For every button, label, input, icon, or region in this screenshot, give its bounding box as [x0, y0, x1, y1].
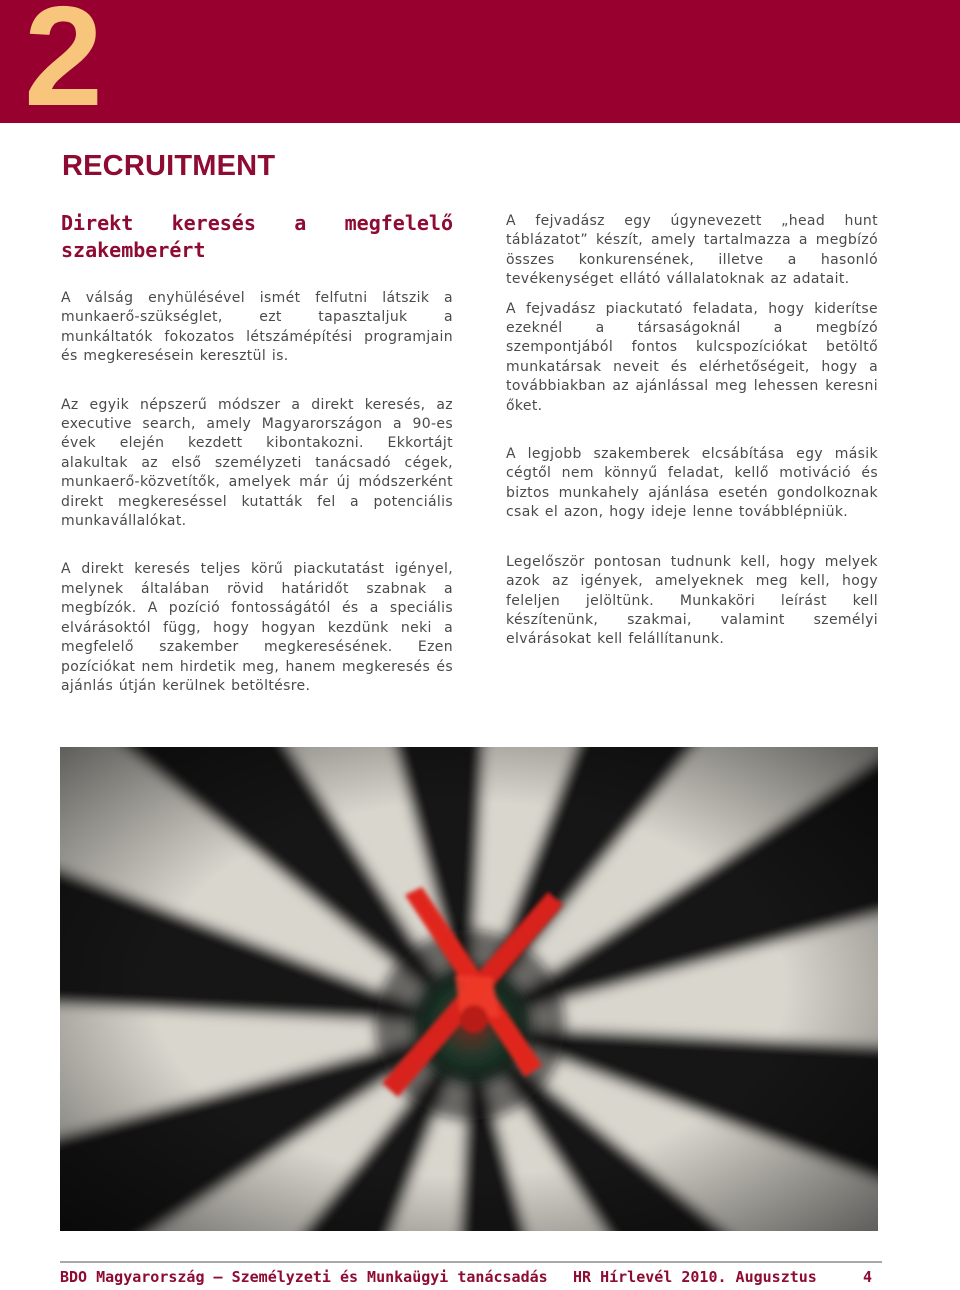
- article-subheading: Direkt keresés a megfelelő szakemberért: [61, 211, 453, 262]
- right-paragraph-4: Legelőször pontosan tudnunk kell, hogy melyek azok az igények, amelyeknek meg kell, hogy feleljen jelöltünk. Munkaköri leírást kell készítenünk, szakmai, valamint személyi elvárásokat kell felállítanunk.: [506, 553, 878, 648]
- left-paragraph-3: A direkt keresés teljes körű piackutatást igényel, melynek általában rövid határidőt szabnak a megbízók. A pozíció fontosságától és a speciális elvárásoktól függ, hogy hogyan kezdünk neki a megfelelő szakember megkeresésének. Ezen pozíciókat nem hirdetik meg, hanem megkeresés és ajánlás útján kerülnek betöltésre.: [61, 561, 453, 694]
- right-paragraph-2: A fejvadász piackutató feladata, hogy kiderítse ezeknél a társaságoknál a megbízó szempontjából fontos kulcspozíciókat betöltő munkatársak neveit és elérhetőségeit, hogy a továbbiakban az ajánlással meg lehessen keresni őket.: [506, 300, 878, 414]
- left-paragraph-2: Az egyik népszerű módszer a direkt keresés, az executive search, amely Magyarországon a 90-es évek elején kezdett kibontakozni. Ekkortájt alakultak az első személyzeti tanácsadó cégek, munkaerő-közvetítők, amelyek már új módszerként direkt megkereséssel kutatták fel a potenciális munkavállalókat.: [61, 396, 453, 530]
- page-number: 4: [862, 1268, 872, 1286]
- left-paragraph-1: A válság enyhülésével ismét felfutni látszik a munkaerő-szükséglet, ezt tapasztaljuk a munkáltatók fokozatos létszámépítési programjain és megkeresésein keresztül is.: [61, 290, 453, 365]
- left-column: [61, 210, 453, 710]
- right-column: [506, 212, 878, 664]
- footer-publisher: BDO Magyarország – Személyzeti és Munkaügyi tanácsadás: [60, 1268, 548, 1286]
- dartboard-photo: [60, 747, 878, 1231]
- page-footer: [60, 1268, 882, 1290]
- section-title: RECRUITMENT: [62, 150, 276, 182]
- right-paragraph-1: A fejvadász egy úgynevezett „head hunt táblázatot” készít, amely tartalmazza a megbízó összes konkurensének, illetve a hasonló tevékenységet ellátó vállalatoknak az adatait.: [506, 213, 878, 288]
- footer-divider: [60, 1261, 882, 1263]
- footer-newsletter: HR Hírlevél 2010. Augusztus: [573, 1268, 817, 1286]
- header-band: [0, 0, 960, 136]
- chapter-number: 2: [24, 0, 103, 136]
- right-paragraph-3: A legjobb szakemberek elcsábítása egy másik cégtől nem könnyű feladat, kellő motiváció és biztos munkahely ajánlása esetén gondolkoznak csak el azon, hogy ideje lenne továbblépniük.: [506, 446, 878, 521]
